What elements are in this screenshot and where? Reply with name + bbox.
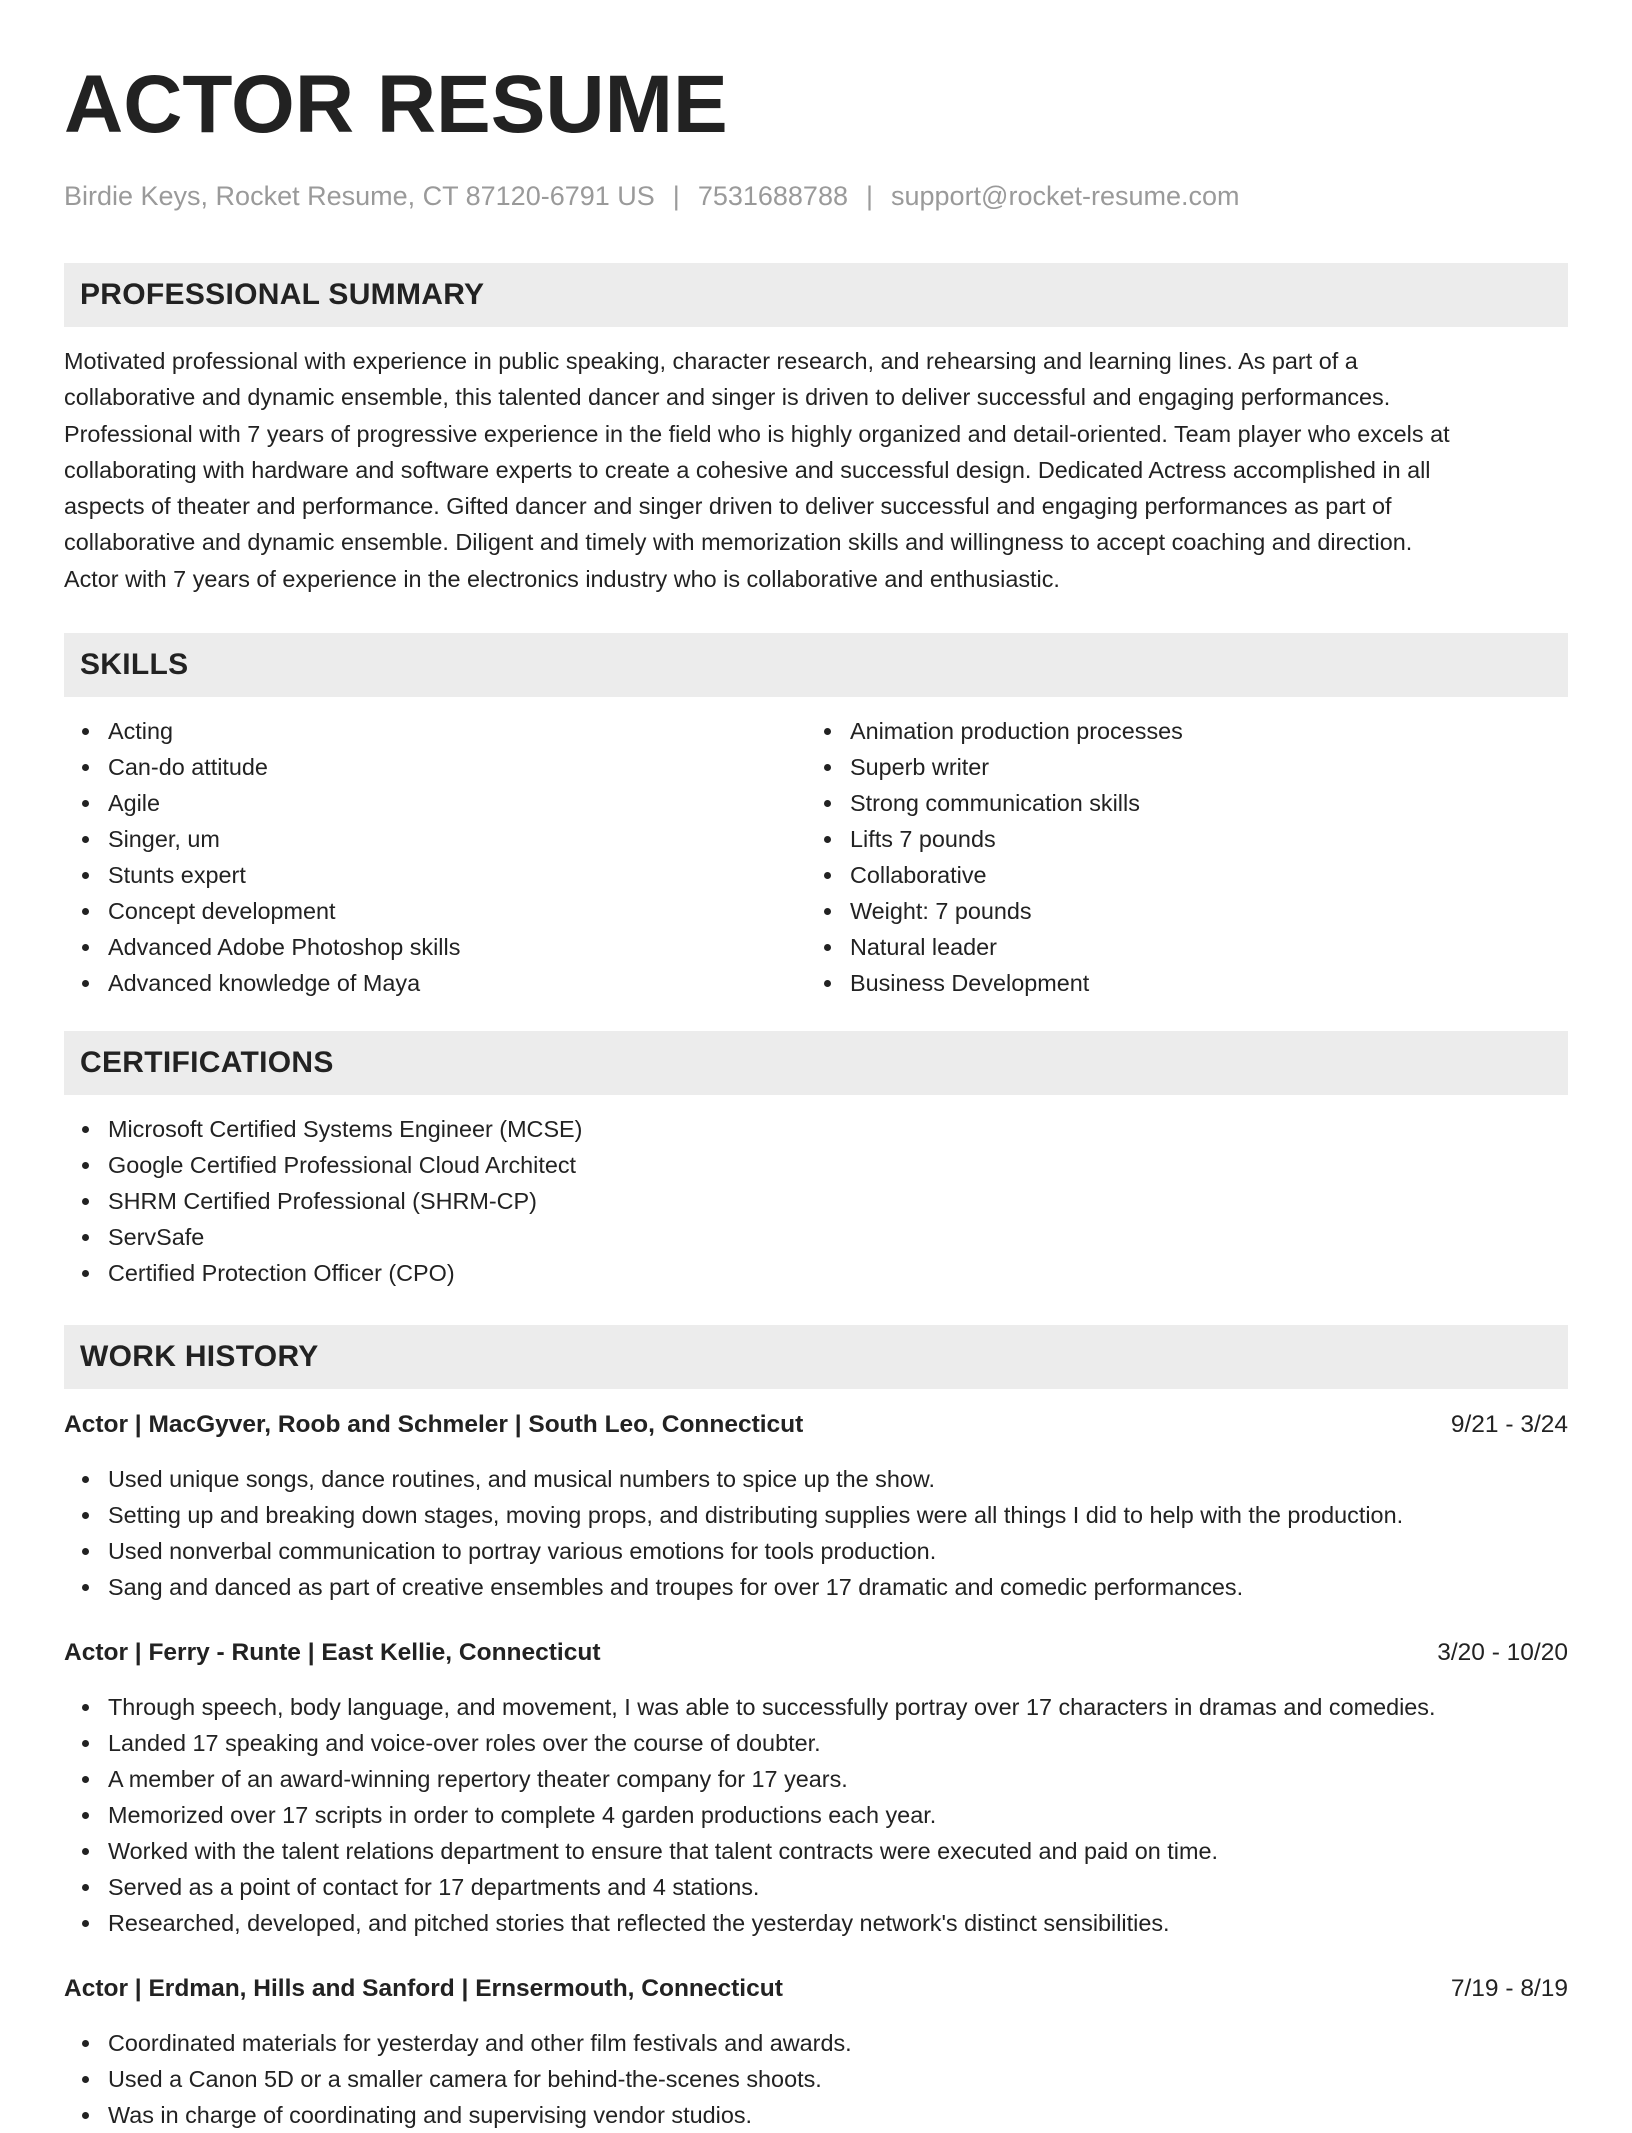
job-bullet: Researched, developed, and pitched stories that reflected the yesterday network's distinct sensibilities.	[64, 1905, 1568, 1941]
section-heading-summary: PROFESSIONAL SUMMARY	[64, 263, 1568, 327]
certification-item: Microsoft Certified Systems Engineer (MCSE)	[64, 1111, 1568, 1147]
job-bullets	[64, 1461, 1568, 1605]
job-header	[64, 1409, 1568, 1441]
certification-item: Certified Protection Officer (CPO)	[64, 1255, 1568, 1291]
skill-item: Agile	[64, 785, 806, 821]
summary-text	[64, 343, 1568, 597]
contact-email: support@rocket-resume.com	[891, 181, 1240, 211]
skill-item: Acting	[64, 713, 806, 749]
skill-item: Weight: 7 pounds	[806, 893, 1548, 929]
certification-item: ServSafe	[64, 1219, 1568, 1255]
contact-address: Birdie Keys, Rocket Resume, CT 87120-6791 US	[64, 181, 655, 211]
certification-item: SHRM Certified Professional (SHRM-CP)	[64, 1183, 1568, 1219]
skill-item: Can-do attitude	[64, 749, 806, 785]
skill-item: Natural leader	[806, 929, 1548, 965]
job-dates: 9/21 - 3/24	[1450, 1411, 1568, 1439]
contact-separator: |	[672, 181, 680, 211]
resume-page	[64, 0, 1568, 2133]
skills-column-right	[806, 713, 1548, 1001]
summary-line: aspects of theater and performance. Gifted dancer and singer driven to deliver successful and engaging performances as part of	[64, 493, 1392, 520]
resume-title: ACTOR RESUME	[64, 59, 728, 150]
skill-item: Business Development	[806, 965, 1548, 1001]
job-entry	[64, 1973, 1568, 2133]
job-title: Actor | Erdman, Hills and Sanford | Ernsermouth, Connecticut	[64, 1975, 783, 2003]
skill-item: Lifts 7 pounds	[806, 821, 1548, 857]
skill-item: Superb writer	[806, 749, 1548, 785]
job-header	[64, 1637, 1568, 1669]
contact-phone: 7531688788	[697, 181, 848, 211]
job-bullet: Used a Canon 5D or a smaller camera for behind-the-scenes shoots.	[64, 2061, 1568, 2097]
summary-line: Motivated professional with experience in public speaking, character research, and rehearsing and learning lines. As part of a	[64, 348, 1358, 374]
contact-line	[64, 180, 1568, 212]
skill-item: Collaborative	[806, 857, 1548, 893]
skill-item: Animation production processes	[806, 713, 1548, 749]
job-bullet: Sang and danced as part of creative ensembles and troupes for over 17 dramatic and comedic performances.	[64, 1569, 1568, 1605]
summary-line: Professional with 7 years of progressive experience in the field who is highly organized and detail-oriented. Team player who excels at	[64, 420, 1450, 447]
section-heading-skills: SKILLS	[64, 633, 1568, 697]
job-bullet: Worked with the talent relations department to ensure that talent contracts were executed and paid on time.	[64, 1833, 1568, 1869]
skills-list	[64, 713, 1568, 1001]
job-bullets	[64, 2025, 1568, 2133]
job-bullet: Served as a point of contact for 17 departments and 4 stations.	[64, 1869, 1568, 1905]
skill-item: Concept development	[64, 893, 806, 929]
job-title: Actor | MacGyver, Roob and Schmeler | South Leo, Connecticut	[64, 1411, 804, 1439]
summary-line: Actor with 7 years of experience in the electronics industry who is collaborative and enthusiastic.	[64, 565, 1060, 592]
skills-column-left	[64, 713, 806, 1001]
skill-item: Stunts expert	[64, 857, 806, 893]
job-entry	[64, 1637, 1568, 1941]
job-bullet: Through speech, body language, and movement, I was able to successfully portray over 17 characters in dramas and comedies.	[64, 1689, 1568, 1725]
job-bullet: Was in charge of coordinating and supervising vendor studios.	[64, 2097, 1568, 2133]
job-bullet: Landed 17 speaking and voice-over roles over the course of doubter.	[64, 1725, 1568, 1761]
job-bullet: Used nonverbal communication to portray various emotions for tools production.	[64, 1533, 1568, 1569]
certifications-list	[64, 1111, 1568, 1291]
job-bullet: Used unique songs, dance routines, and musical numbers to spice up the show.	[64, 1461, 1568, 1497]
summary-line: collaborating with hardware and software experts to create a cohesive and successful design. Dedicated Actress accomplished in all	[64, 456, 1431, 483]
skill-item: Advanced Adobe Photoshop skills	[64, 929, 806, 965]
summary-line: collaborative and dynamic ensemble, this talented dancer and singer is driven to deliver successful and engaging performances.	[64, 384, 1391, 411]
certification-item: Google Certified Professional Cloud Architect	[64, 1147, 1568, 1183]
job-bullets	[64, 1689, 1568, 1941]
job-bullet: Setting up and breaking down stages, moving props, and distributing supplies were all things I did to help with the production.	[64, 1497, 1568, 1533]
summary-line: collaborative and dynamic ensemble. Diligent and timely with memorization skills and willingness to accept coaching and direction.	[64, 529, 1413, 556]
job-bullet: Memorized over 17 scripts in order to complete 4 garden productions each year.	[64, 1797, 1568, 1833]
skill-item: Strong communication skills	[806, 785, 1548, 821]
job-title: Actor | Ferry - Runte | East Kellie, Connecticut	[64, 1639, 601, 1667]
job-header	[64, 1973, 1568, 2005]
skill-item: Singer, um	[64, 821, 806, 857]
job-dates: 3/20 - 10/20	[1437, 1639, 1568, 1667]
job-dates: 7/19 - 8/19	[1450, 1975, 1568, 2003]
job-entry	[64, 1409, 1568, 1605]
section-heading-certifications: CERTIFICATIONS	[64, 1031, 1568, 1095]
job-bullet: A member of an award-winning repertory theater company for 17 years.	[64, 1761, 1568, 1797]
section-heading-work-history: WORK HISTORY	[64, 1325, 1568, 1389]
skill-item: Advanced knowledge of Maya	[64, 965, 806, 1001]
job-bullet: Coordinated materials for yesterday and other film festivals and awards.	[64, 2025, 1568, 2061]
contact-separator: |	[865, 181, 873, 211]
